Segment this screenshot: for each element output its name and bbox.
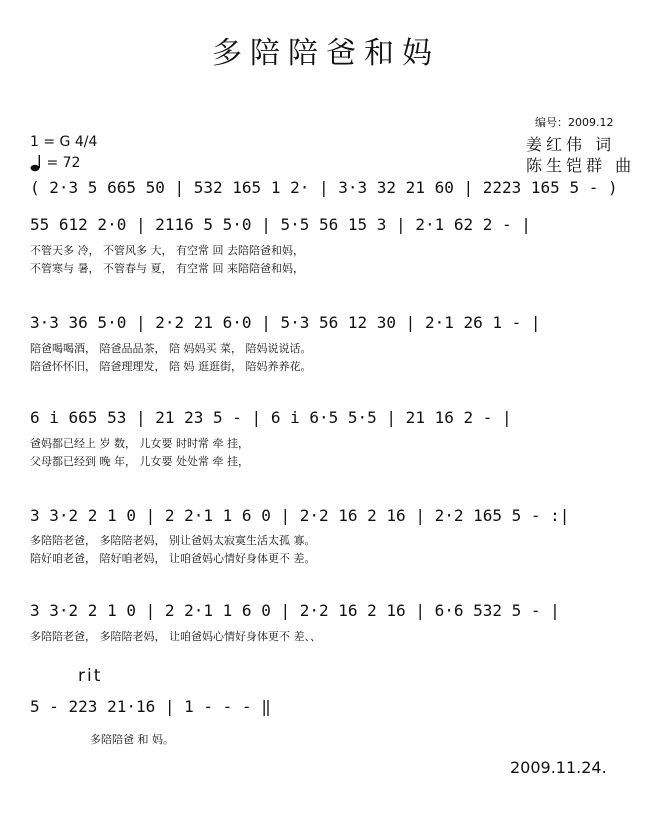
- composer-credit: 陈生铠群 曲: [526, 156, 636, 175]
- song-title: 多陪陪爸和妈: [212, 36, 440, 71]
- tempo-marking: [30, 154, 80, 172]
- system-4-lyric-1: 多陪陪老爸， 多陪陪老妈， 别让爸妈太寂寞生活太孤 寡。: [30, 534, 316, 547]
- system-4-notation: 3 3·2 2 1 0 | 2 2·1 1 6 0 | 2·2 16 2 16 | 2·2 165 5 - :|: [30, 506, 570, 525]
- system-3-lyric-2: 父母都已经到 晚 年， 儿女要 处处常 牵 挂，: [30, 455, 249, 468]
- system-2-lyric-2: 陪爸怀怀旧， 陪爸理理发， 陪 妈 逛逛街， 陪妈养养花。: [30, 360, 312, 373]
- system-2-notation: 3·3 36 5·0 | 2·2 21 6·0 | 5·3 56 12 30 | 2·1 26 1 - |: [30, 313, 541, 332]
- intro-notation: ( 2·3 5 665 50 | 532 165 1 2· | 3·3 32 21 60 | 2223 165 5 - ): [30, 178, 618, 197]
- system-3-notation: 6 i 665 53 | 21 23 5 - | 6 i 6·5 5·5 | 21 16 2 - |: [30, 408, 512, 427]
- tempo-value: = 72: [46, 155, 81, 171]
- system-1-lyric-1: 不管天多 冷， 不管风多 大， 有空常 回 去陪陪爸和妈，: [30, 244, 304, 257]
- system-1-lyric-2: 不管寒与 暑， 不管春与 夏， 有空常 回 来陪陪爸和妈，: [30, 262, 304, 275]
- coda-notation: 5 - 223 21·16 | 1 - - - ‖: [30, 697, 271, 716]
- composition-date: 2009.11.24.: [510, 758, 607, 777]
- system-4-lyric-2: 陪好咱老爸， 陪好咱老妈， 让咱爸妈心情好身体更不 差。: [30, 552, 316, 565]
- system-1-notation: 55 612 2·0 | 2116 5 5·0 | 5·5 56 15 3 | 2·1 62 2 - |: [30, 215, 531, 234]
- serial-number: 编号：2009.12: [535, 116, 614, 129]
- system-3-lyric-1: 爸妈都已经上 岁 数， 儿女要 时时常 牵 挂，: [30, 437, 249, 450]
- coda-lyric: 多陪陪爸 和 妈。: [90, 733, 174, 746]
- ritardando-marking: rit: [78, 666, 103, 686]
- quarter-note-icon: [30, 154, 42, 172]
- system-5-lyric-1: 多陪陪老爸， 多陪陪老妈， 让咱爸妈心情好身体更不 差、、: [30, 630, 321, 643]
- system-5-notation: 3 3·2 2 1 0 | 2 2·1 1 6 0 | 2·2 16 2 16 | 6·6 532 5 - |: [30, 601, 560, 620]
- system-2-lyric-1: 陪爸喝喝酒， 陪爸品品茶， 陪 妈妈买 菜， 陪妈说说话。: [30, 342, 312, 355]
- lyricist-credit: 姜红伟 词: [526, 135, 616, 154]
- key-signature: 1 = G 4/4: [30, 134, 98, 150]
